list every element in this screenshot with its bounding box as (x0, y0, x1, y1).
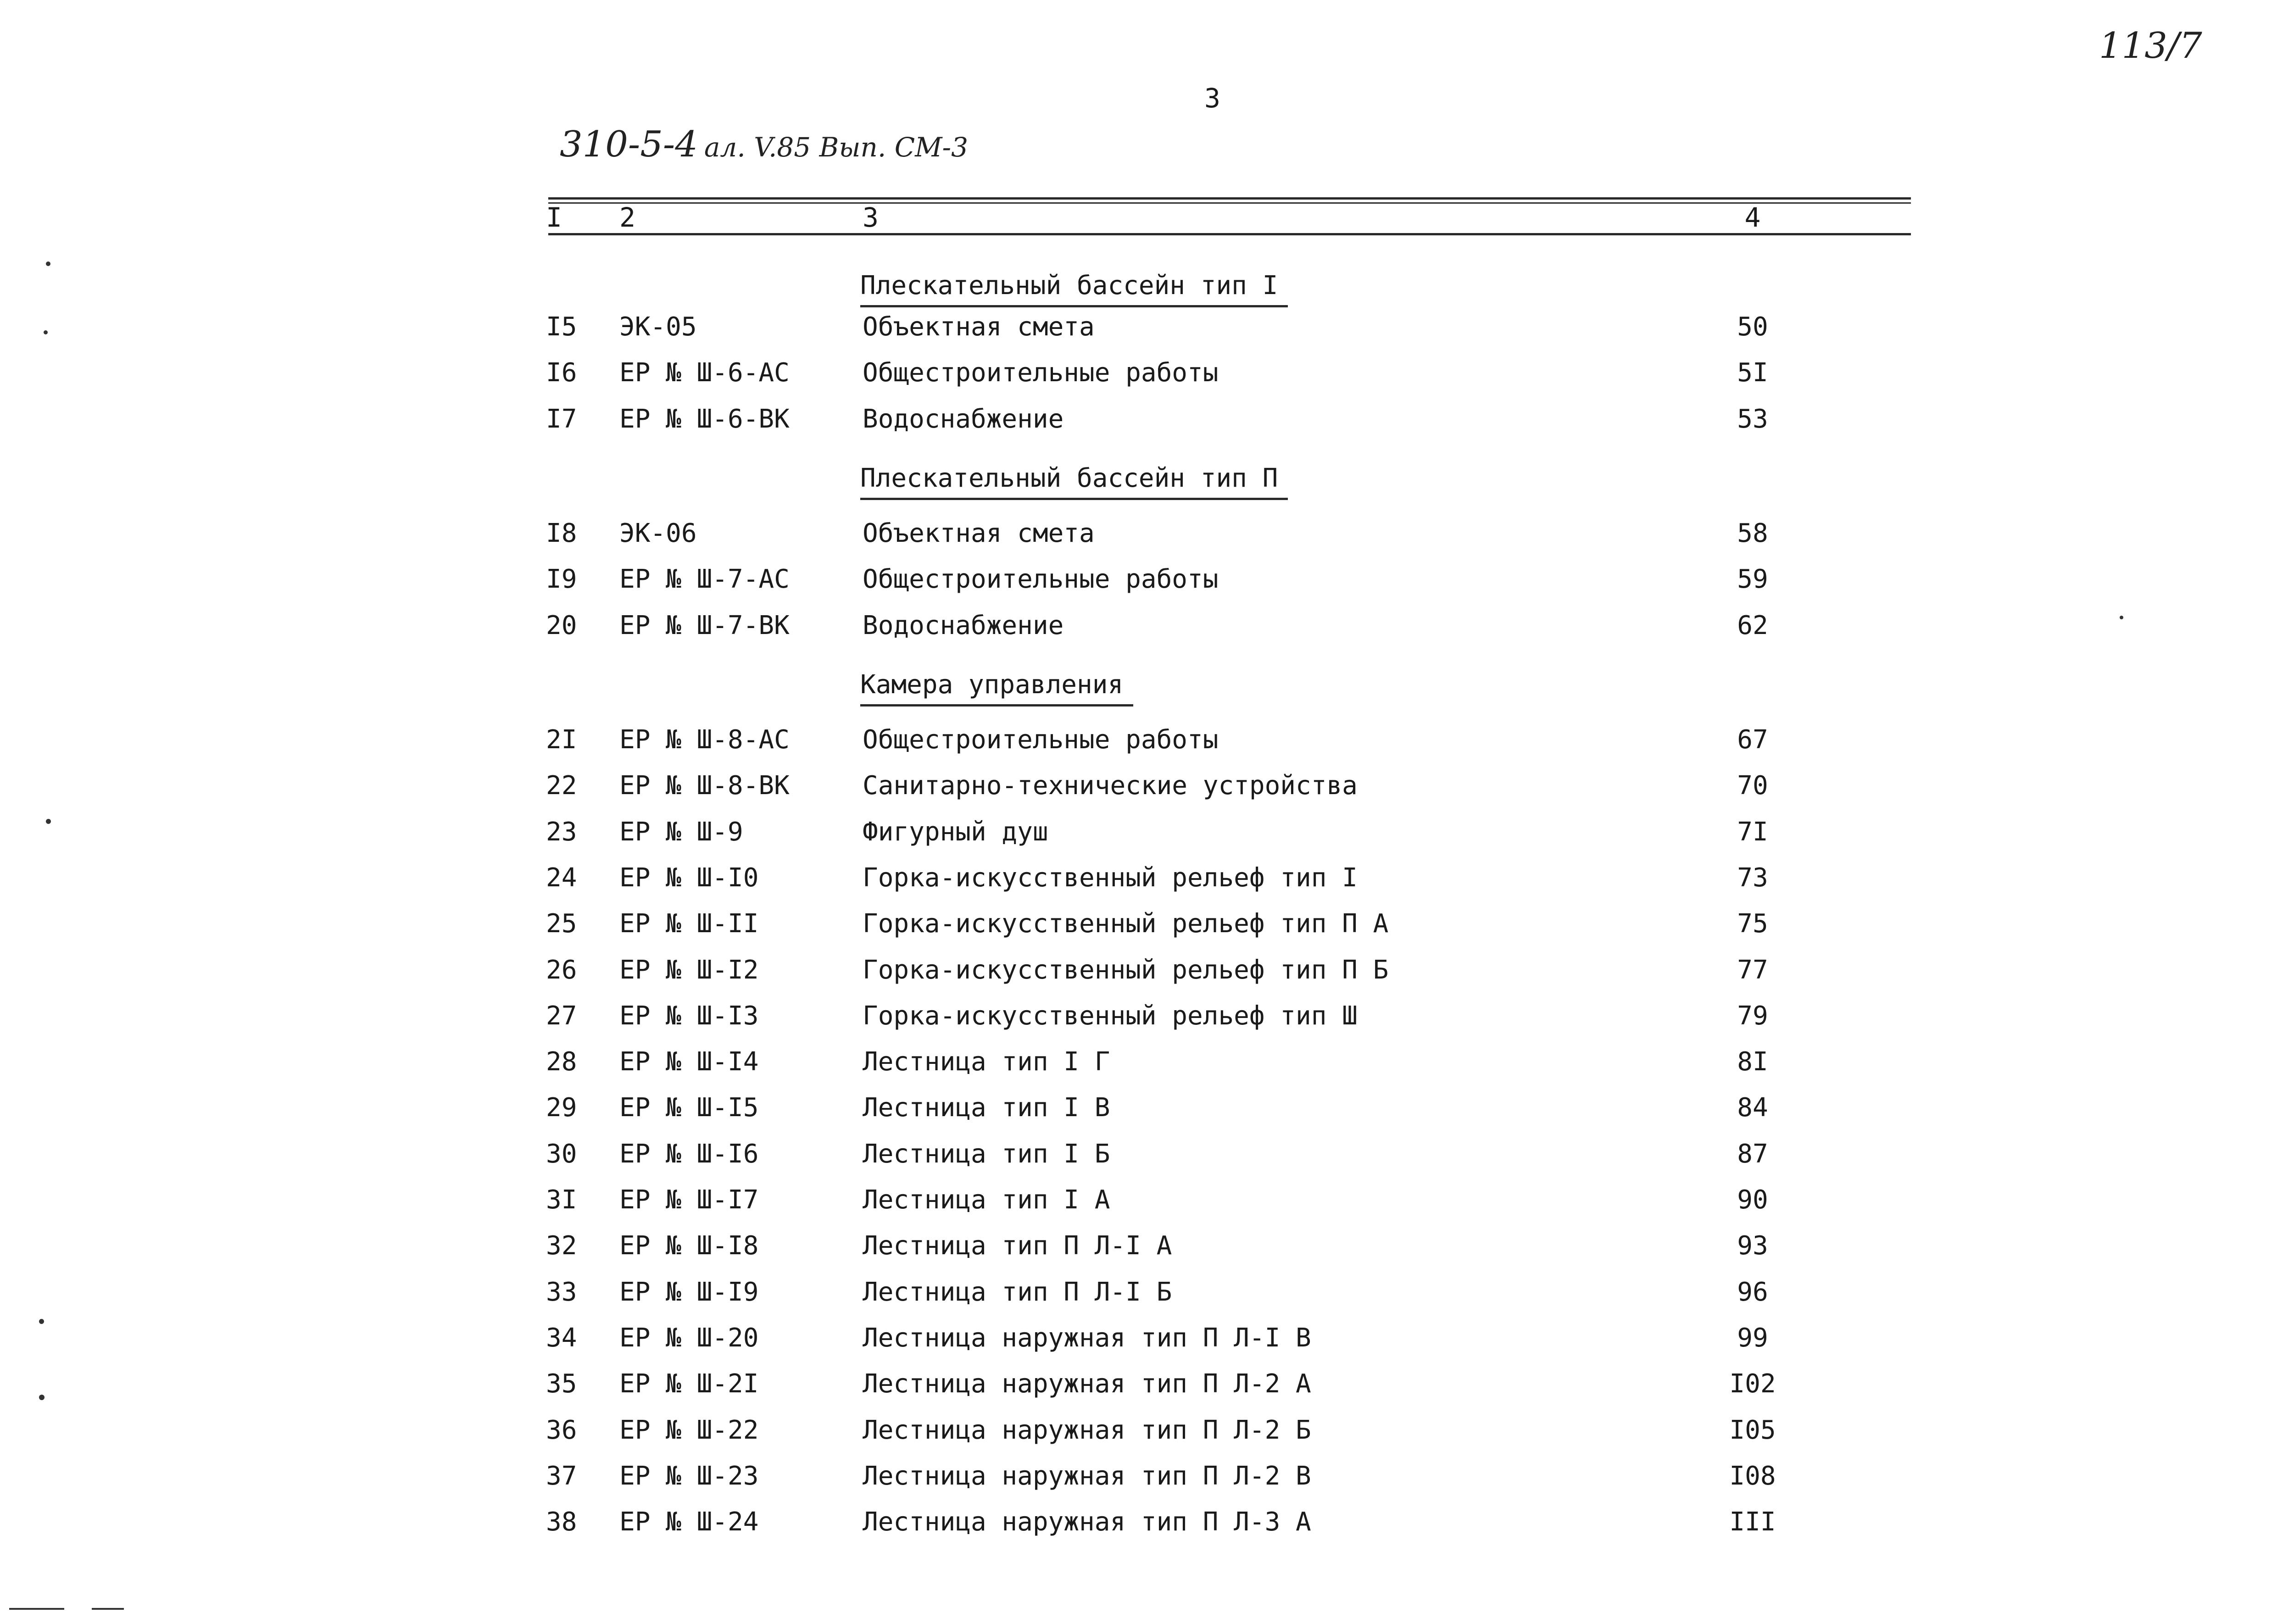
header-col-4: 4 (1744, 202, 1761, 233)
row-code: ЕР № Ш-9 (619, 817, 743, 847)
row-number: 35 (546, 1369, 577, 1399)
row-name: Лестница тип П Л-I Б (863, 1277, 1172, 1307)
row-page: 50 (1737, 312, 1768, 342)
row-code: ЕР № Ш-I2 (619, 955, 759, 985)
row-number: 3I (546, 1185, 577, 1215)
header-col-1: I (546, 202, 562, 233)
row-number: 30 (546, 1139, 577, 1169)
row-number: 28 (546, 1047, 577, 1077)
row-page: 70 (1737, 771, 1768, 801)
table-top-rule-thin (548, 202, 1911, 204)
row-name: Лестница наружная тип П Л-3 А (863, 1507, 1311, 1537)
row-number: 34 (546, 1323, 577, 1353)
row-code: ЕР № Ш-I7 (619, 1185, 759, 1215)
row-name: Лестница наружная тип П Л-2 А (863, 1369, 1311, 1399)
section-title: Плескательный бассейн тип П (860, 463, 1288, 500)
row-code: ЕР № Ш-24 (619, 1507, 759, 1537)
row-number: 33 (546, 1277, 577, 1307)
row-number: 32 (546, 1231, 577, 1261)
row-number: 29 (546, 1093, 577, 1123)
row-number: 24 (546, 863, 577, 893)
row-number: 37 (546, 1461, 577, 1491)
row-name: Горка-искусственный рельеф тип Ш (863, 1001, 1358, 1031)
row-name: Общестроительные работы (863, 358, 1219, 388)
row-page: 90 (1737, 1185, 1768, 1215)
row-number: 22 (546, 771, 577, 801)
series-reference (560, 124, 968, 165)
row-name: Лестница тип I А (863, 1185, 1110, 1215)
scan-speck (44, 330, 48, 334)
row-page: 87 (1737, 1139, 1768, 1169)
scan-speck (39, 1319, 44, 1324)
row-name: Объектная смета (863, 312, 1095, 342)
section-title: Камера управления (860, 670, 1133, 706)
table-top-rule (548, 197, 1911, 200)
row-code: ЕР № Ш-20 (619, 1323, 759, 1353)
page-number: 3 (1204, 83, 1220, 114)
row-page: 59 (1737, 564, 1768, 594)
row-name: Лестница наружная тип П Л-I В (863, 1323, 1311, 1353)
row-code: ЕР № Ш-I8 (619, 1231, 759, 1261)
row-page: 79 (1737, 1001, 1768, 1031)
row-code: ЕР № Ш-7-АС (619, 564, 790, 594)
row-number: 23 (546, 817, 577, 847)
row-page: 84 (1737, 1093, 1768, 1123)
row-page: III (1729, 1507, 1776, 1537)
row-name: Водоснабжение (863, 611, 1064, 640)
row-code: ЕР № Ш-I5 (619, 1093, 759, 1123)
row-name: Лестница тип I Г (863, 1047, 1110, 1077)
row-number: 27 (546, 1001, 577, 1031)
section-title: Плескательный бассейн тип I (860, 271, 1288, 307)
table-header-rule (548, 233, 1911, 235)
row-page: 93 (1737, 1231, 1768, 1261)
series-code: 310-5-4 (560, 124, 698, 165)
row-page: 75 (1737, 909, 1768, 939)
row-page: 5I (1737, 358, 1768, 388)
row-number: 2I (546, 725, 577, 755)
row-page: I02 (1729, 1369, 1776, 1399)
row-name: Лестница тип I Б (863, 1139, 1110, 1169)
row-name: Общестроительные работы (863, 725, 1219, 755)
row-code: ЕР № Ш-I6 (619, 1139, 759, 1169)
row-code: ЭК-06 (619, 518, 697, 548)
row-code: ЕР № Ш-I0 (619, 863, 759, 893)
row-code: ЕР № Ш-I4 (619, 1047, 759, 1077)
header-col-2: 2 (619, 202, 635, 233)
header-col-3: 3 (863, 202, 879, 233)
row-code: ЕР № Ш-8-ВК (619, 771, 790, 801)
row-code: ЕР № Ш-6-АС (619, 358, 790, 388)
row-page: 73 (1737, 863, 1768, 893)
row-number: 36 (546, 1415, 577, 1445)
row-page: 96 (1737, 1277, 1768, 1307)
row-code: ЕР № Ш-I3 (619, 1001, 759, 1031)
row-name: Водоснабжение (863, 404, 1064, 434)
row-name: Фигурный душ (863, 817, 1048, 847)
row-number: 25 (546, 909, 577, 939)
row-name: Горка-искусственный рельеф тип П Б (863, 955, 1389, 985)
row-code: ЕР № Ш-I9 (619, 1277, 759, 1307)
row-number: 20 (546, 611, 577, 640)
row-code: ЕР № Ш-22 (619, 1415, 759, 1445)
row-page: I08 (1729, 1461, 1776, 1491)
row-number: I9 (546, 564, 577, 594)
row-page: 58 (1737, 518, 1768, 548)
row-page: 77 (1737, 955, 1768, 985)
row-page: I05 (1729, 1415, 1776, 1445)
row-name: Горка-искусственный рельеф тип I (863, 863, 1358, 893)
row-number: I7 (546, 404, 577, 434)
row-page: 8I (1737, 1047, 1768, 1077)
row-name: Лестница тип П Л-I А (863, 1231, 1172, 1261)
row-name: Лестница наружная тип П Л-2 Б (863, 1415, 1311, 1445)
row-code: ЕР № Ш-7-ВК (619, 611, 790, 640)
row-number: I5 (546, 312, 577, 342)
row-code: ЕР № Ш-6-ВК (619, 404, 790, 434)
corner-handwritten-note: 113/7 (2099, 25, 2202, 67)
row-name: Лестница наружная тип П Л-2 В (863, 1461, 1311, 1491)
row-number: I6 (546, 358, 577, 388)
row-code: ЕР № Ш-8-АС (619, 725, 790, 755)
scan-speck (46, 261, 50, 266)
scan-speck (39, 1395, 45, 1400)
row-name: Горка-искусственный рельеф тип П А (863, 909, 1389, 939)
row-code: ЕР № Ш-II (619, 909, 759, 939)
row-code: ЭК-05 (619, 312, 697, 342)
scan-dash (9, 1608, 64, 1610)
row-code: ЕР № Ш-23 (619, 1461, 759, 1491)
row-name: Санитарно-технические устройства (863, 771, 1358, 801)
scan-speck (46, 819, 51, 824)
row-number: 26 (546, 955, 577, 985)
row-number: 38 (546, 1507, 577, 1537)
row-name: Лестница тип I В (863, 1093, 1110, 1123)
row-page: 7I (1737, 817, 1768, 847)
row-page: 53 (1737, 404, 1768, 434)
row-code: ЕР № Ш-2I (619, 1369, 759, 1399)
row-name: Общестроительные работы (863, 564, 1219, 594)
row-name: Объектная смета (863, 518, 1095, 548)
series-detail: ал. V.85 Вып. СМ-3 (704, 132, 969, 163)
row-number: I8 (546, 518, 577, 548)
scan-dash (92, 1608, 124, 1610)
row-page: 67 (1737, 725, 1768, 755)
row-page: 62 (1737, 611, 1768, 640)
row-page: 99 (1737, 1323, 1768, 1353)
scan-speck (2120, 616, 2123, 619)
